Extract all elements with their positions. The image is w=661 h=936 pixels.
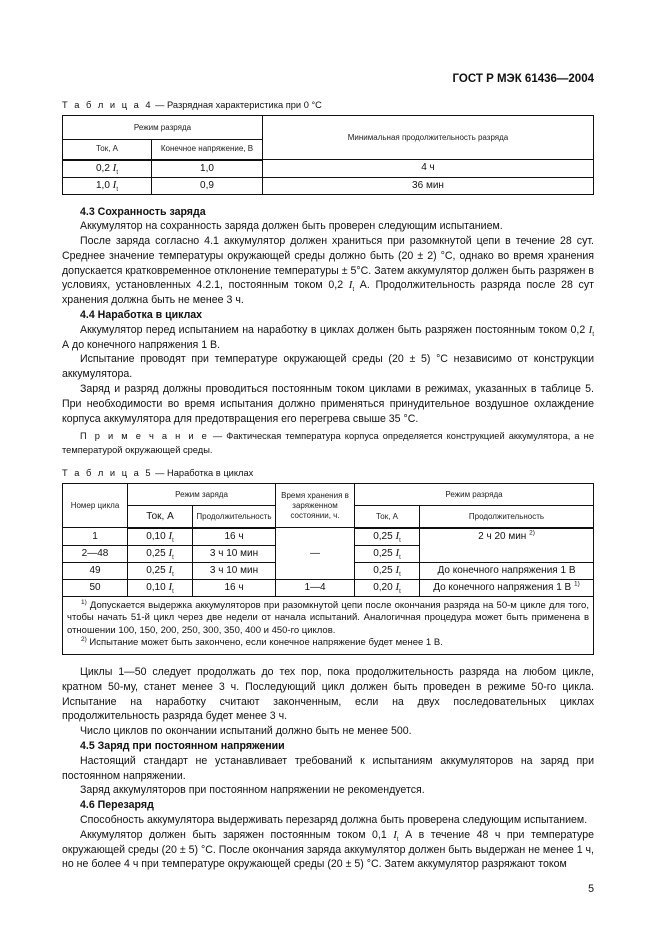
cell-charge-current: 0,25 $I_t$: [128, 562, 193, 579]
cell-storage: —: [276, 528, 355, 580]
cell-charge-duration: 16 ч: [193, 579, 276, 596]
section-heading: 4.4 Наработка в циклах: [80, 309, 203, 322]
cell-current: 0,2 $I_t$: [63, 160, 152, 178]
paragraph: Число циклов по окончании испытаний должно быть не менее 500.: [80, 725, 412, 738]
footnote-1: $^{1)}$ Допускается выдержка аккумуляторов при разомкнутой цепи после окончания разряда на 50-м цикле для того, чтобы начать 51-й цикл через две недели от начала испытаний. Аналогичная процедура может быть применена в отношении 100, 150, 200, 250, 300, 350, 400 и 450-го циклов.: [67, 598, 589, 636]
cell-cycle: 50: [63, 579, 128, 596]
cell-discharge-current: 0,25 $I_t$: [355, 562, 420, 579]
caption-title: — Разрядная характеристика при 0 °С: [152, 100, 322, 110]
cell-duration: 4 ч: [263, 160, 594, 178]
cell-charge-current: 0,10 $I_t$: [128, 528, 193, 546]
cell-voltage: 1,0: [152, 160, 263, 178]
cell-discharge-duration: До конечного напряжения 1 В $^{1)}$: [420, 579, 594, 596]
paragraph: Настоящий стандарт не устанавливает требований к испытаниям аккумуляторов на заряд при постоянном напряжении.: [62, 754, 594, 782]
paragraph: Способность аккумулятора выдерживать перезаряд должна быть проверена следующим испытанием.: [80, 813, 588, 826]
cell-discharge-current: 0,20 $I_t$: [355, 579, 420, 596]
table-row: [63, 160, 594, 178]
paragraph: Заряд аккумуляторов при постоянном напряжении не рекомендуется.: [80, 784, 425, 797]
th-discharge-current: Ток, А: [355, 506, 420, 528]
th-discharge-duration: Продолжительность: [420, 506, 594, 528]
cell-charge-duration: 3 ч 10 мин: [193, 545, 276, 562]
table5: [62, 483, 594, 655]
table-row: [63, 177, 594, 194]
caption-prefix: Т а б л и ц а 4: [62, 100, 153, 110]
cell-cycle: 1: [63, 528, 128, 546]
table-row: [63, 528, 594, 546]
note: П р и м е ч а н и е — Фактическая температура корпуса определяется конструкцией аккумулятора, а не температурой окружающей среды.: [62, 431, 594, 456]
th-cycle-number: Номер цикла: [63, 484, 128, 528]
th-discharge-mode: Режим разряда: [355, 484, 594, 506]
table-row: [63, 579, 594, 596]
th-storage-time: Время хранения в заряженном состоянии, ч.: [276, 484, 355, 528]
paragraph: Аккумулятор на сохранность заряда должен быть проверен следующим испытанием.: [80, 220, 503, 233]
paragraph: После заряда согласно 4.1 аккумулятор должен храниться при разомкнутой цепи в течение 28 сут. Среднее значение температуры окружающей среды должно быть (20 ± 2) °С, однако во время хранения допускается кратковременное отклонение температуры ± 5°С. Затем аккумулятор должен быть разряжен в условиях, установленных 4.2.1, постоянным током 0,2 $I_t$ А. Продолжительность разряда после 28 сут хранения должна быть не менее 3 ч.: [62, 235, 595, 307]
cell-discharge-current: 0,25 $I_t$: [355, 545, 420, 562]
section-heading: 4.3 Сохранность заряда: [80, 205, 206, 218]
cell-discharge-duration: До конечного напряжения 1 В: [420, 562, 594, 579]
paragraph: Аккумулятор должен быть заряжен постоянным током 0,1 $I_t$ А в течение 48 ч при температуре окружающей среды (20 ± 5) °С. После окончания заряда аккумулятор должен быть выдержан не менее 1 ч, но не более 4 ч при температуре окружающей среды (20 ± 5) °С. Затем аккумулятор разряжают током: [62, 828, 594, 871]
paragraph: Испытание проводят при температуре окружающей среды (20 ± 5) °С независимо от конструкции аккумулятора.: [62, 353, 594, 381]
cell-charge-current: 0,25 $I_t$: [128, 545, 193, 562]
cell-discharge-duration: 2 ч 20 мин $^{2)}$: [420, 528, 594, 563]
th-charge-duration: Продолжительность: [193, 506, 276, 528]
section-heading: 4.5 Заряд при постоянном напряжении: [80, 739, 285, 752]
caption-prefix: Т а б л и ц а 5: [62, 468, 153, 479]
footnote-2: $^{2)}$ Испытание может быть закончено, если конечное напряжение будет менее 1 В.: [81, 636, 443, 649]
cell-voltage: 0,9: [152, 177, 263, 194]
cell-cycle: 2—48: [63, 545, 128, 562]
th-charge-current: Ток, А: [128, 506, 193, 528]
th-min-duration: Минимальная продолжительность разряда: [263, 116, 594, 160]
cell-cycle: 49: [63, 562, 128, 579]
table5-caption: [62, 467, 594, 479]
th-discharge-mode: Режим разряда: [63, 116, 263, 140]
cell-duration: 36 мин: [263, 177, 594, 194]
cell-discharge-current: 0,25 $I_t$: [355, 528, 420, 546]
cell-storage: 1—4: [276, 579, 355, 596]
cell-charge-current: 0,10 $I_t$: [128, 579, 193, 596]
table4: [62, 115, 594, 195]
th-charge-mode: Режим заряда: [128, 484, 276, 506]
cell-charge-duration: 3 ч 10 мин: [193, 562, 276, 579]
caption-title: — Наработка в циклах: [152, 468, 254, 479]
paragraph: Циклы 1—50 следует продолжать до тех пор, пока продолжительность разряда на любом цикле, кратном 50-му, станет менее 3 ч. Последующий цикл должен быть проведен в режиме 50-го цикла. Испытание на наработку считают законченным, если на двух последовательных циклах продолжительность разряда будет менее 3 ч.: [62, 665, 594, 723]
th-end-voltage: Конечное напряжение, В: [152, 140, 263, 160]
section-heading: 4.6 Перезаряд: [80, 799, 154, 812]
document-header: ГОСТ Р МЭК 61436—2004: [452, 73, 594, 85]
paragraph: Заряд и разряд должны проводиться постоянным током циклами в режимах, указанных в таблице 5. При необходимости во время испытания должно применяться принудительное воздушное охлаждение корпуса аккумулятора для предотвращения его перегрева свыше 35 °С.: [62, 383, 594, 425]
cell-charge-duration: 16 ч: [193, 528, 276, 546]
cell-current: 1,0 $I_t$: [63, 177, 152, 194]
th-current: Ток, А: [63, 140, 152, 160]
paragraph: Аккумулятор перед испытанием на наработку в циклах должен быть разряжен постоянным током 0,2 $I_t$ А до конечного напряжения 1 В.: [62, 323, 594, 351]
page-number: 5: [588, 883, 594, 896]
table-footnotes: [63, 596, 594, 654]
table4-caption: [62, 99, 594, 111]
